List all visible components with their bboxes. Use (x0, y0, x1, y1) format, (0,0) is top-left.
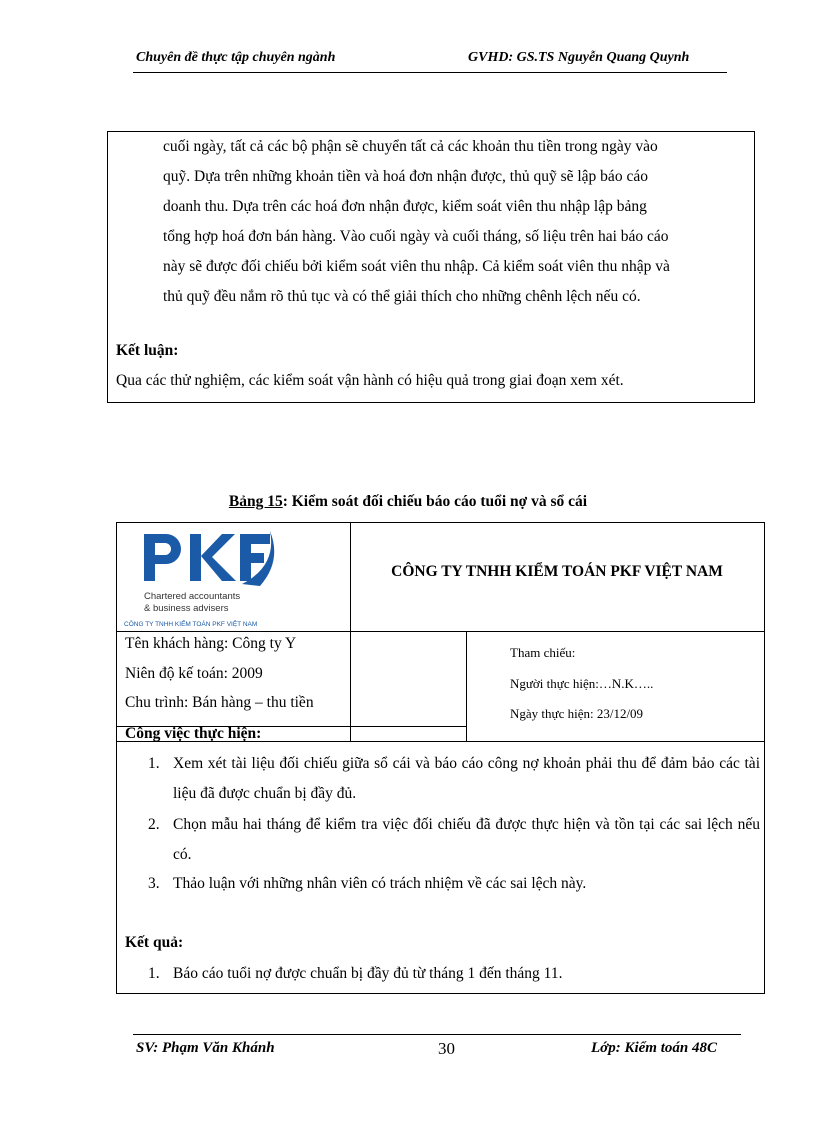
company-name: CÔNG TY TNHH KIỂM TOÁN PKF VIỆT NAM (391, 563, 723, 580)
conclusion-heading: Kết luận: (116, 342, 179, 359)
work-heading: Công việc thực hiện: (125, 725, 262, 742)
list-number: 1. (148, 965, 160, 982)
header-left: Chuyên đề thực tập chuyên ngành (136, 50, 336, 65)
grid-line (117, 631, 764, 632)
list-item (148, 959, 760, 989)
pkf-logo (122, 526, 347, 629)
table-caption-label: Bảng 15 (228, 493, 283, 510)
list-text: Xem xét tài liệu đối chiếu giữa sổ cái và báo cáo công nợ khoản phải thu để đảm bảo các tài liệu đã được chuẩn bị đầy đủ. (173, 755, 760, 802)
list-item (148, 810, 760, 870)
list-number: 3. (148, 875, 160, 892)
paragraph-line: này sẽ được đối chiếu bởi kiểm soát viên thu nhập. Cả kiểm soát viên thu nhập và (163, 258, 670, 275)
audit-worksheet-table (116, 522, 765, 994)
logo-tagline-2: & business advisers (144, 603, 229, 614)
logo-tagline-1: Chartered accountants (144, 591, 241, 602)
list-text: Báo cáo tuổi nợ được chuẩn bị đầy đủ từ tháng 1 đến tháng 11. (173, 965, 563, 982)
pkf-logo-mark (122, 526, 347, 629)
conclusion-text: Qua các thử nghiệm, các kiểm soát vận hành có hiệu quả trong giai đoạn xem xét. (116, 372, 624, 389)
client-name: Tên khách hàng: Công ty Y (125, 635, 297, 652)
list-text: Thảo luận với những nhân viên có trách nhiệm về các sai lệch này. (173, 875, 587, 892)
header-rule (133, 72, 727, 73)
paragraph-line: cuối ngày, tất cả các bộ phận sẽ chuyển tất cả các khoản thu tiền trong ngày vào (163, 138, 658, 155)
process-cycle: Chu trình: Bán hàng – thu tiền (125, 694, 314, 711)
result-heading: Kết quả: (125, 934, 184, 951)
list-text: Chọn mẫu hai tháng để kiểm tra việc đối chiếu đã được thực hiện và tồn tại các sai lệch nếu có. (173, 816, 760, 863)
list-item (148, 869, 760, 899)
list-item (148, 749, 760, 809)
paragraph-line: quỹ. Dựa trên những khoản tiền và hoá đơn nhận được, thủ quỹ sẽ lập báo cáo (163, 168, 648, 185)
paragraph-line: doanh thu. Dựa trên các hoá đơn nhận được, kiểm soát viên thu nhập lập bảng (163, 198, 647, 215)
paragraph-line: thủ quỹ đều nắm rõ thủ tục và có thể giải thích cho những chênh lệch nếu có. (163, 288, 641, 305)
date-field: Ngày thực hiện: 23/12/09 (510, 706, 644, 721)
grid-line (350, 523, 351, 741)
table-caption (0, 493, 816, 511)
page-number: 30 (438, 1039, 455, 1058)
grid-line (466, 631, 467, 741)
performer-field: Người thực hiện:…N.K….. (510, 676, 654, 691)
fiscal-year: Niên độ kế toán: 2009 (125, 665, 263, 682)
conclusion-box (107, 131, 755, 403)
footer-student: SV: Phạm Văn Khánh (136, 1040, 275, 1056)
footer-class: Lớp: Kiểm toán 48C (591, 1040, 717, 1056)
footer-rule (133, 1034, 741, 1035)
list-number: 1. (148, 755, 160, 772)
table-caption-text: : Kiểm soát đối chiếu báo cáo tuổi nợ và sổ cái (282, 493, 588, 510)
procedure-paragraph (163, 132, 743, 312)
header-right: GVHD: GS.TS Nguyễn Quang Quynh (468, 50, 690, 65)
reference-field: Tham chiếu: (510, 645, 576, 660)
paragraph-line: tổng hợp hoá đơn bán hàng. Vào cuối ngày và cuối tháng, số liệu trên hai báo cáo (163, 228, 669, 245)
list-number: 2. (148, 816, 160, 833)
logo-company-small: CÔNG TY TNHH KIỂM TOÁN PKF VIỆT NAM (124, 621, 258, 628)
